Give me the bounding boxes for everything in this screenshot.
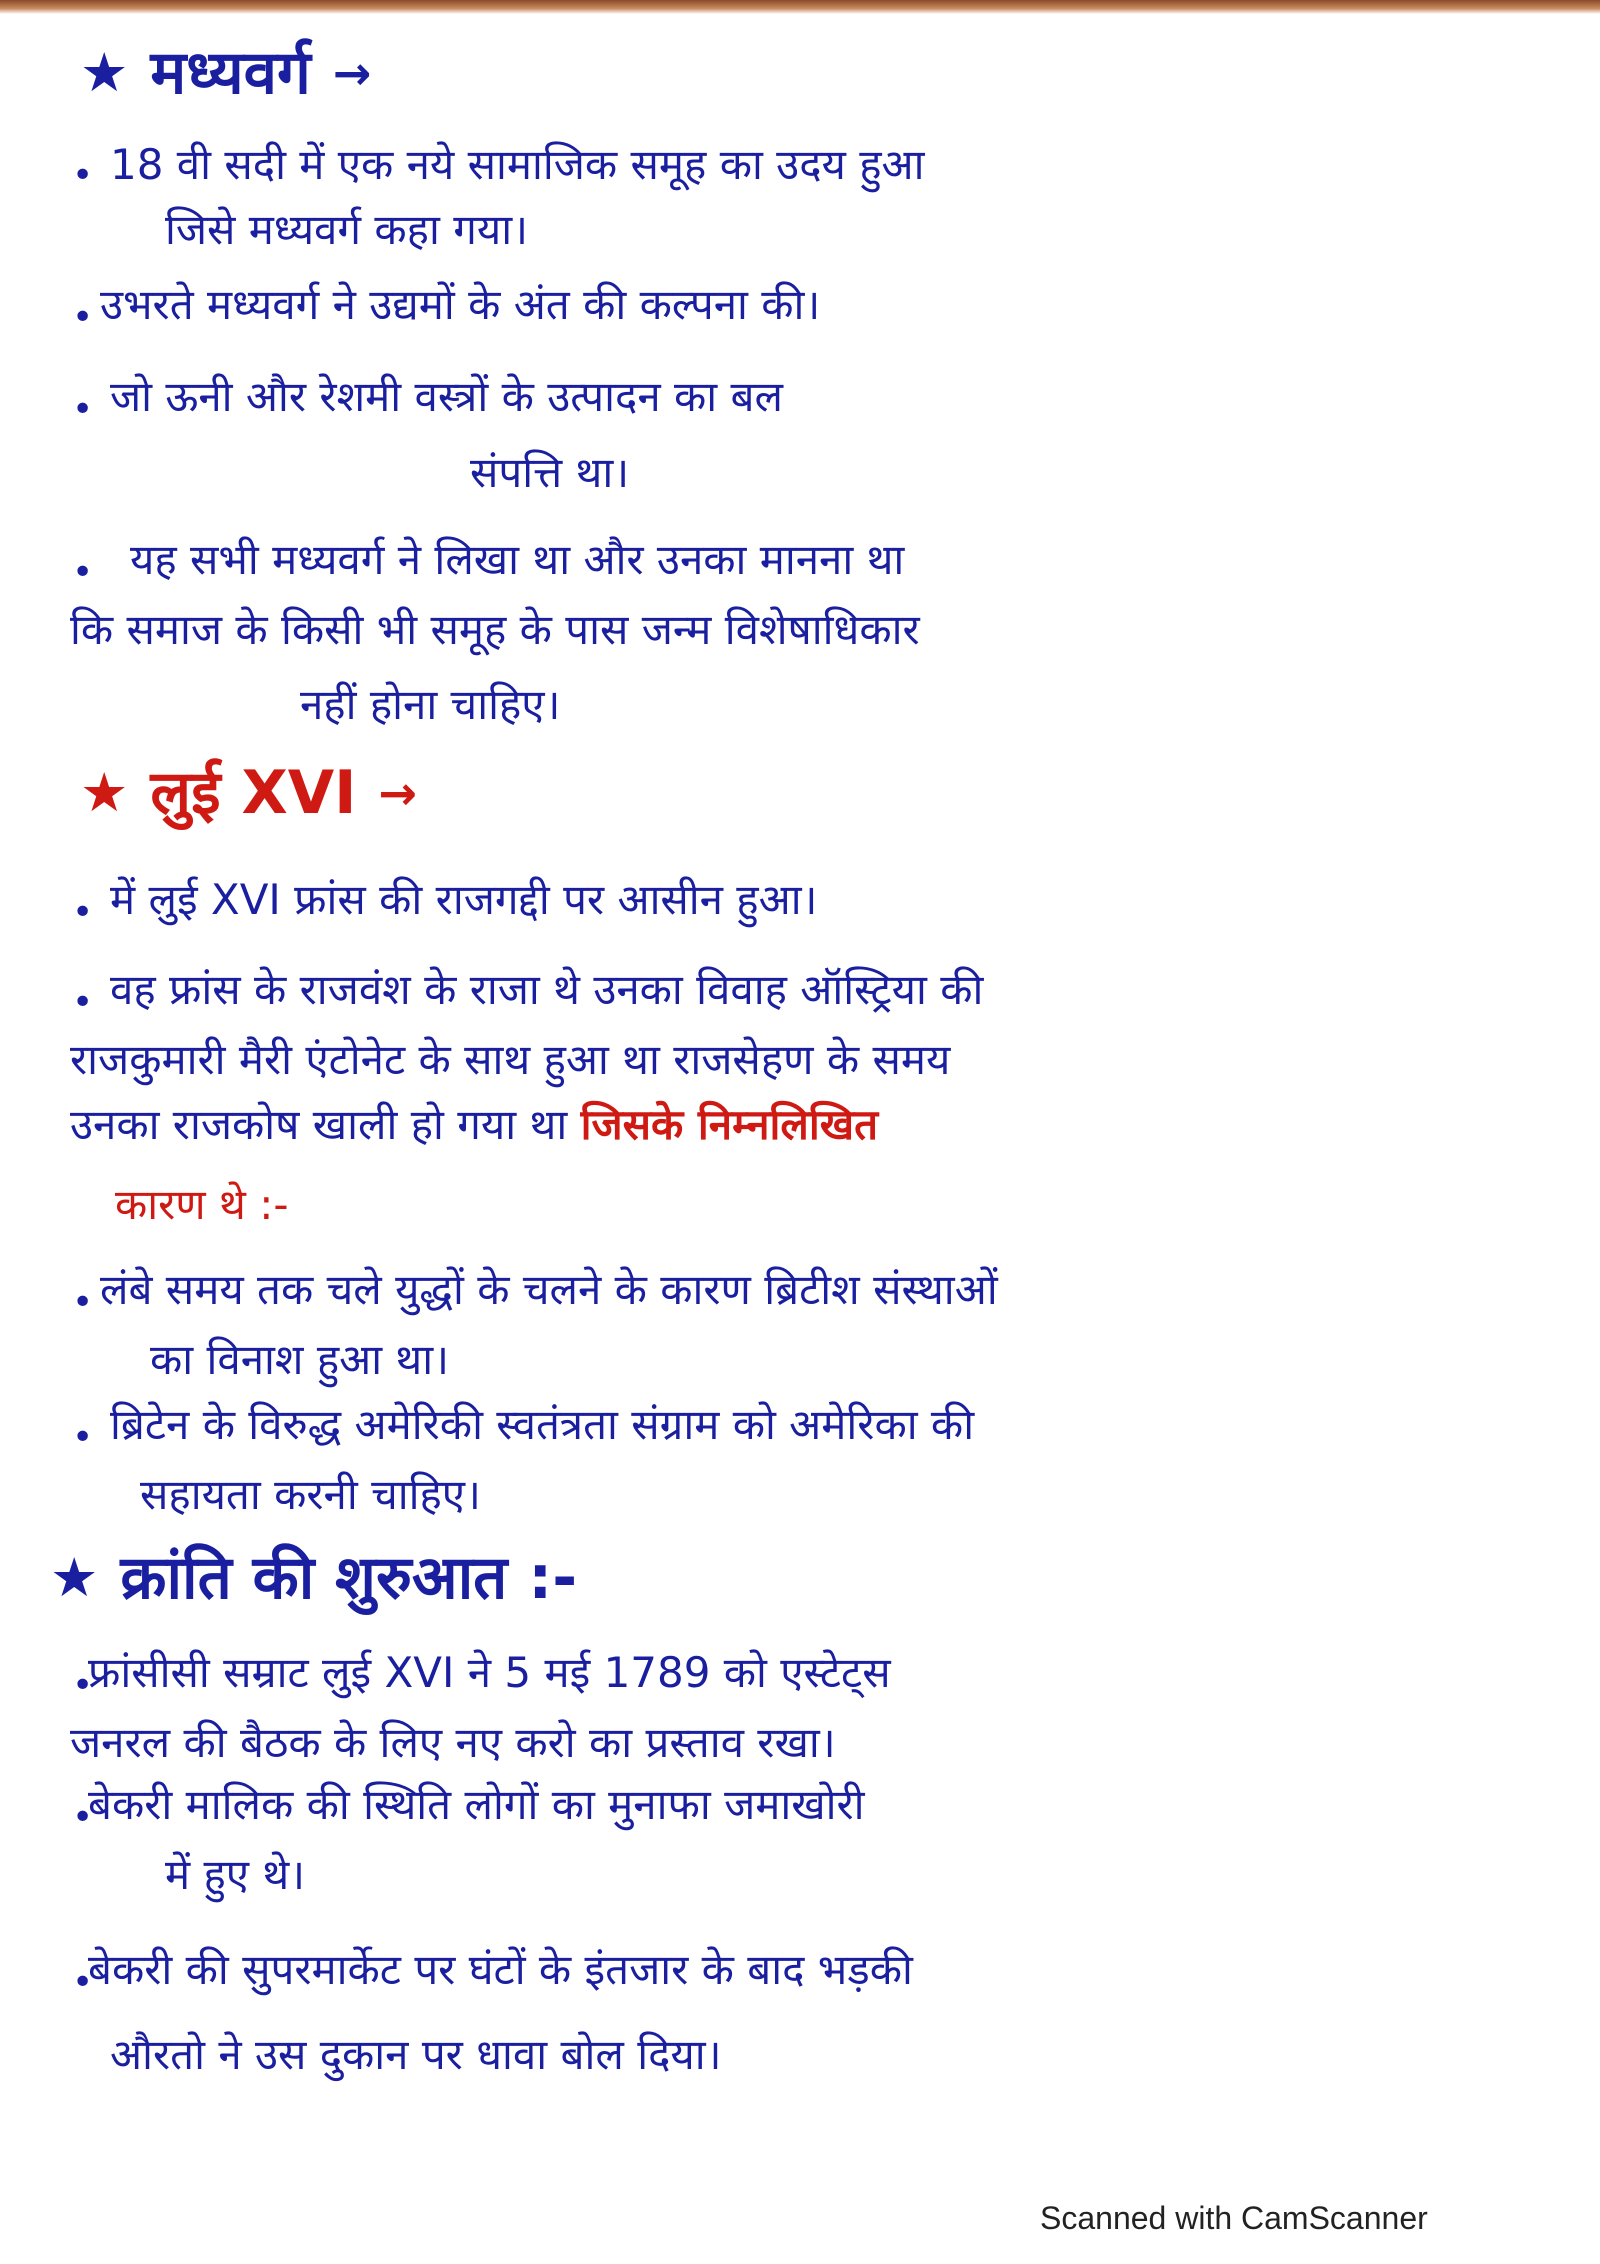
note-line: कि समाज के किसी भी समूह के पास जन्म विशेषाधिकार xyxy=(70,605,920,654)
note-line: जनरल की बैठक के लिए नए करो का प्रस्ताव रखा। xyxy=(70,1718,836,1767)
bullet-dot: • xyxy=(72,297,94,338)
note-line: बेकरी की सुपरमार्केट पर घंटों के इंतजार के बाद भड़की xyxy=(88,1945,913,1994)
star-icon: ★ xyxy=(50,1546,99,1609)
heading-text: क्रांति की शुरुआत :- xyxy=(120,1543,578,1613)
bullet-dot: • xyxy=(72,1665,94,1706)
note-line: यह सभी मध्यवर्ग ने लिखा था और उनका मानना था xyxy=(130,535,905,584)
arrow-right-icon: → xyxy=(378,766,418,820)
bullet-dot: • xyxy=(72,1282,94,1323)
bullet-dot: • xyxy=(72,1417,94,1458)
note-line: वह फ्रांस के राजवंश के राजा थे उनका विवाह ऑस्ट्रिया की xyxy=(110,965,984,1014)
section-heading-kranti xyxy=(50,1545,577,1611)
note-line: जो ऊनी और रेशमी वस्त्रों के उत्पादन का बल xyxy=(110,372,783,421)
note-line-red: कारण थे :- xyxy=(115,1180,289,1229)
bullet-dot: • xyxy=(72,552,94,593)
section-heading-louis-xvi xyxy=(80,760,417,826)
note-line: राजकुमारी मैरी एंटोनेट के साथ हुआ था राजसेहण के समय xyxy=(70,1035,951,1084)
note-line: औरतो ने उस दुकान पर धावा बोल दिया। xyxy=(110,2030,722,2079)
note-line-text: उनका राजकोष खाली हो गया था xyxy=(70,1100,568,1149)
note-line: लंबे समय तक चले युद्धों के चलने के कारण ब्रिटीश संस्थाओं xyxy=(100,1265,998,1314)
star-icon: ★ xyxy=(80,41,129,104)
note-line: संपत्ति था। xyxy=(470,448,630,497)
note-line: में लुई XVI फ्रांस की राजगद्दी पर आसीन हुआ। xyxy=(110,875,818,924)
note-line: ब्रिटेन के विरुद्ध अमेरिकी स्वतंत्रता संग्राम को अमेरिका की xyxy=(110,1400,975,1449)
note-line: में हुए थे। xyxy=(165,1850,306,1899)
note-line: सहायता करनी चाहिए। xyxy=(140,1470,481,1519)
bullet-dot: • xyxy=(72,1797,94,1838)
note-line: फ्रांसीसी सम्राट लुई XVI ने 5 मई 1789 को एस्टेट्स xyxy=(88,1648,891,1697)
arrow-right-icon: → xyxy=(332,46,372,100)
section-heading-madhyavarg xyxy=(80,40,371,106)
bullet-dot: • xyxy=(72,892,94,933)
note-line: बेकरी मालिक की स्थिति लोगों का मुनाफा जमाखोरी xyxy=(88,1780,865,1829)
heading-text: लुई XVI xyxy=(150,758,357,828)
note-line: का विनाश हुआ था। xyxy=(150,1335,450,1384)
note-line: जिसे मध्यवर्ग कहा गया। xyxy=(165,205,528,254)
bullet-dot: • xyxy=(72,155,94,196)
star-icon: ★ xyxy=(80,761,129,824)
bullet-dot: • xyxy=(72,982,94,1023)
scan-top-edge xyxy=(0,0,1600,14)
note-line: 18 वी सदी में एक नये सामाजिक समूह का उदय हुआ xyxy=(110,140,925,189)
camscanner-watermark: Scanned with CamScanner xyxy=(1040,2200,1428,2236)
note-line: उभरते मध्यवर्ग ने उद्यमों के अंत की कल्पना की। xyxy=(100,280,821,329)
note-line xyxy=(70,1100,878,1150)
bullet-dot: • xyxy=(72,389,94,430)
bullet-dot: • xyxy=(72,1962,94,2003)
note-line-highlight: जिसके निम्नलिखित xyxy=(580,1100,879,1149)
heading-text: मध्यवर्ग xyxy=(150,38,311,108)
note-line: नहीं होना चाहिए। xyxy=(300,680,561,729)
